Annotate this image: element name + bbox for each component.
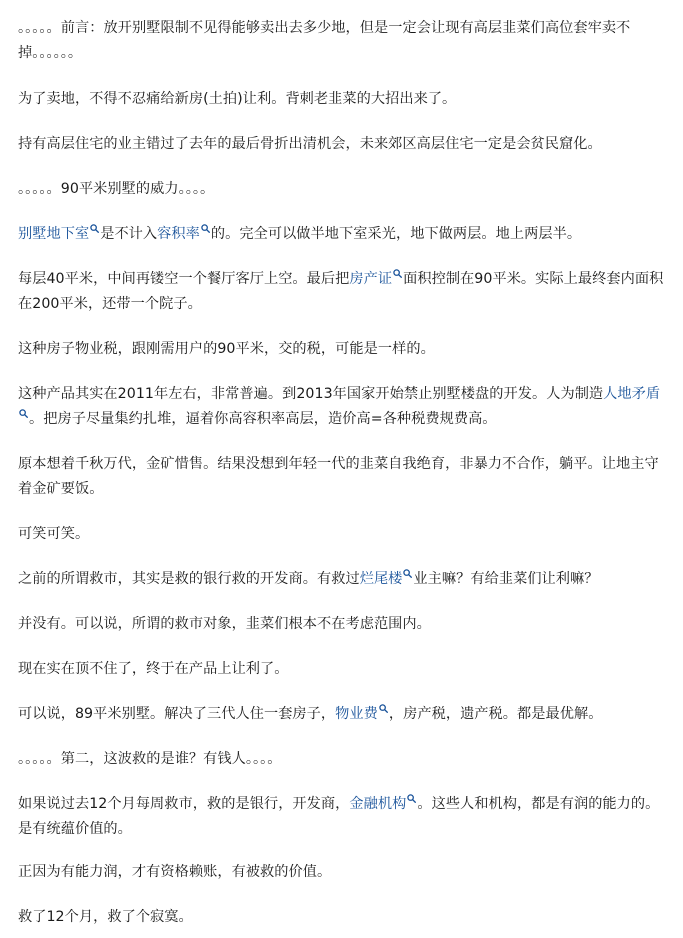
paragraph	[18, 792, 668, 842]
paragraph	[18, 452, 668, 502]
paragraph-text: 并没有。可以说，所谓的救市对象，韭菜们根本不在考虑范围内。	[18, 616, 431, 632]
search-icon[interactable]	[407, 794, 416, 803]
paragraph	[18, 747, 668, 772]
paragraph-text: 。。。。。前言：放开别墅限制不见得能够卖出去多少地，但是一定会让现有高层韭菜们高位套牢卖不掉。。。。。。	[18, 20, 631, 61]
search-icon[interactable]	[393, 269, 402, 278]
paragraph	[18, 222, 668, 247]
search-icon[interactable]	[201, 224, 210, 233]
keyword-link[interactable]: 容积率	[157, 226, 200, 242]
paragraph-text: 。这些人和机构，都是有润的能力的。是有统蕴价值的。	[18, 796, 660, 837]
search-icon[interactable]	[19, 409, 28, 418]
paragraph	[18, 612, 668, 637]
keyword-link[interactable]: 别墅地下室	[18, 226, 90, 242]
paragraph-text: 。。。。。第二，这波救的是谁？有钱人。。。。	[18, 751, 282, 767]
paragraph	[18, 657, 668, 682]
keyword-link[interactable]: 金融机构	[349, 796, 407, 812]
keyword-link[interactable]: 人地矛盾	[603, 386, 661, 402]
search-icon[interactable]	[379, 704, 388, 713]
paragraph-text: 原本想着千秋万代，金矿惜售。结果没想到年轻一代的韭菜自我绝育，非暴力不合作，躺平。让地主守着金矿要饭。	[18, 456, 659, 497]
paragraph-text: 现在实在顶不住了，终于在产品上让利了。	[18, 661, 289, 677]
search-icon[interactable]	[90, 224, 99, 233]
paragraph	[18, 267, 668, 317]
paragraph	[18, 382, 668, 432]
paragraph	[18, 337, 668, 362]
paragraph	[18, 905, 668, 930]
paragraph-text: 。把房子尽量集约扎堆，逼着你高容积率高层，造价高=各种税费规费高。	[29, 411, 497, 427]
paragraph-text: 业主嘛？有给韭菜们让利嘛？	[413, 571, 599, 587]
paragraph	[18, 16, 668, 66]
paragraph	[18, 132, 668, 157]
paragraph-text: 是不计入	[100, 226, 158, 242]
paragraph	[18, 860, 668, 885]
paragraph	[18, 567, 668, 592]
paragraph-text: 正因为有能力润，才有资格赖账，有被救的价值。	[18, 864, 332, 880]
paragraph-text: 面积控制在90平米。实际上最终套内面积在200平米，还带一个院子。	[18, 271, 664, 312]
paragraph-text: 这种产品其实在2011年左右，非常普遍。到2013年国家开始禁止别墅楼盘的开发。人为制造	[18, 386, 604, 402]
paragraph	[18, 522, 668, 547]
paragraph-text: 如果说过去12个月每周救市，救的是银行，开发商，	[18, 796, 350, 812]
paragraph-text: 之前的所谓救市，其实是救的银行救的开发商。有救过	[18, 571, 360, 587]
paragraph-text: 救了12个月，救了个寂寞。	[18, 909, 193, 925]
paragraph	[18, 87, 668, 112]
paragraph-text: 的。完全可以做半地下室采光，地下做两层。地上两层半。	[210, 226, 582, 242]
paragraph-text: 。。。。。90平米别墅的威力。。。。	[18, 181, 215, 197]
keyword-link[interactable]: 物业费	[335, 706, 378, 722]
paragraph-text: 可笑可笑。	[18, 526, 90, 542]
keyword-link[interactable]: 房产证	[349, 271, 393, 287]
keyword-link[interactable]: 烂尾楼	[359, 571, 403, 587]
paragraph-text: 可以说，89平米别墅。解决了三代人住一套房子，	[18, 706, 336, 722]
paragraph-text: 每层40平米，中间再镂空一个餐厅客厅上空。最后把	[18, 271, 350, 287]
paragraph-text: 持有高层住宅的业主错过了去年的最后骨折出清机会，未来郊区高层住宅一定是会贫民窟化。	[18, 136, 602, 152]
paragraph-text: 这种房子物业税，跟刚需用户的90平米，交的税，可能是一样的。	[18, 341, 435, 357]
paragraph-text: 为了卖地，不得不忍痛给新房(土拍)让利。背刺老韭菜的大招出来了。	[18, 91, 457, 107]
search-icon[interactable]	[403, 569, 412, 578]
paragraph	[18, 177, 668, 202]
paragraph	[18, 702, 668, 727]
paragraph-text: ，房产税，遗产税。都是最优解。	[388, 706, 603, 722]
